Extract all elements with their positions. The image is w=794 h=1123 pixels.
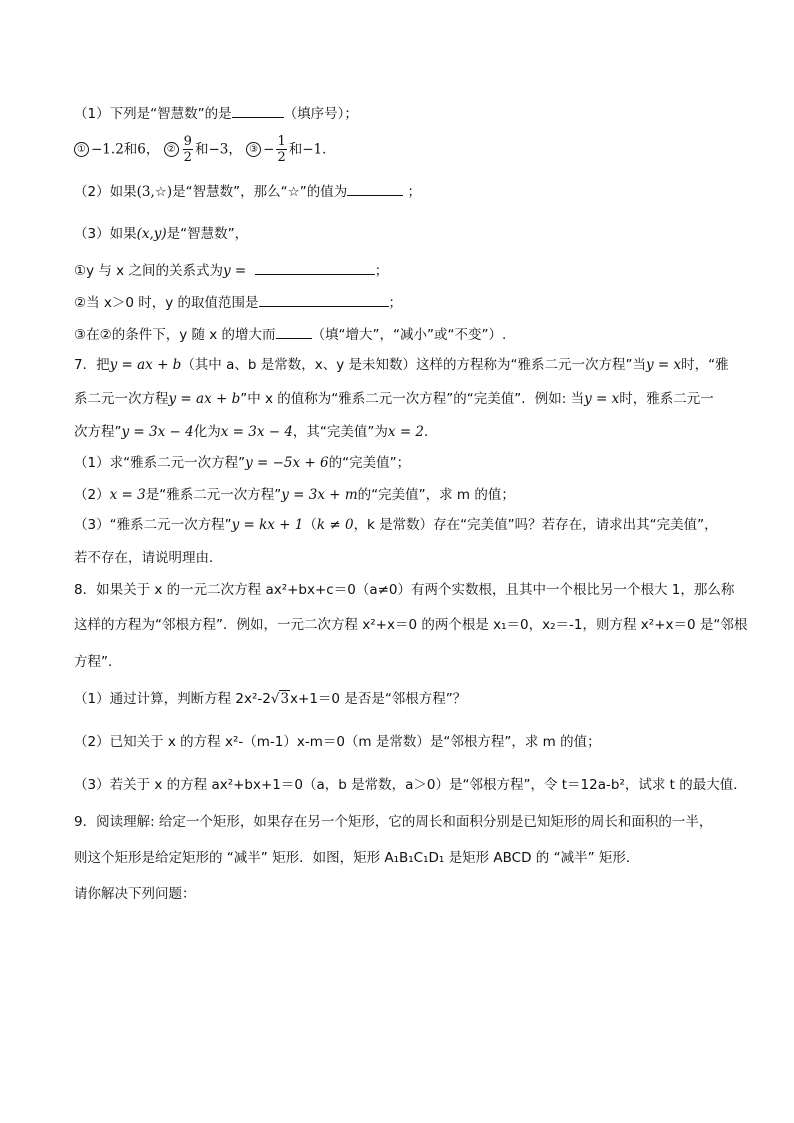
q7-line2 — [74, 389, 734, 409]
option-1-value: −1.2和6， — [91, 141, 160, 158]
q7-sub3-text: （3）“雅系二元一次方程” — [74, 517, 232, 533]
q7-sub3-text: （ — [303, 517, 317, 533]
condition: k ≠ 0 — [316, 517, 354, 533]
q8-sub1-text: （1）通过计算，判断方程 2x²-2 — [74, 691, 271, 707]
circled-number-3: ③ — [246, 142, 261, 157]
circled-number-1: ① — [74, 142, 89, 157]
q6-part3-ii-text: ②当 x＞0 时，y 的取值范围是 — [74, 295, 259, 311]
answer-blank — [259, 292, 389, 307]
equation: y = −5x + 6 — [245, 455, 329, 471]
q8-sub1-text: x+1＝0 是否是“邻根方程”？ — [290, 691, 467, 707]
q7-sub3 — [74, 515, 734, 535]
q6-part2 — [74, 181, 734, 202]
equation: x = 3 — [109, 487, 146, 503]
q7-sub3-text: ，k 是常数）存在“完美值”吗？若存在，请求出其“完美值”， — [353, 517, 718, 533]
sqrt-3: √3 — [270, 691, 290, 707]
fraction-9-over-2: $\frac{9}{2}$ — [183, 134, 192, 165]
q7-text: ”中 x 的值称为“雅系二元一次方程”的“完美值”．例如: 当 — [240, 391, 585, 407]
equation: y = ax + b — [109, 357, 182, 373]
q9-text: 请你解决下列问题： — [74, 886, 196, 902]
circled-number-2: ② — [164, 142, 179, 157]
equation: y = ax + b — [168, 391, 241, 407]
option-3-value: 和−1． — [288, 141, 336, 158]
equation: x = 2 — [387, 424, 425, 440]
q9-text: 9．阅读理解: 给定一个矩形，如果存在另一个矩形，它的周长和面积分别是已知矩形的周长和面积的一半， — [74, 814, 713, 830]
q7-text: （其中 a、b 是常数，x、y 是未知数）这样的方程称为“雅系二元一次方程”当 — [181, 357, 646, 373]
q7-text: 时，雅系二元一 — [619, 391, 714, 407]
q7-line3 — [74, 422, 734, 442]
equation: y = 3x + m — [281, 487, 358, 503]
equation-y: y = — [222, 263, 247, 279]
q8-sub1 — [74, 689, 734, 709]
pair-x-y: (x,y) — [136, 226, 167, 242]
equation: y = x — [584, 391, 620, 407]
answer-blank — [276, 324, 312, 339]
q6-part3-i — [74, 260, 734, 281]
q7-sub2-text: 是“雅系二元一次方程” — [145, 487, 282, 503]
answer-blank — [347, 181, 403, 196]
q9-line1 — [74, 812, 734, 832]
q8-line1 — [74, 580, 734, 600]
q7-text: 系二元一次方程 — [74, 391, 169, 407]
q6-part1 — [74, 103, 734, 124]
q7-sub2-text: （2） — [74, 487, 110, 503]
equation: y = x — [646, 357, 682, 373]
q8-text: 8．如果关于 x 的一元二次方程 ax²+bx+c＝0（a≠0）有两个实数根，且其中一个根比另一个根大 1，那么称 — [74, 582, 735, 598]
q7-line1 — [74, 355, 734, 375]
q9-text: 则这个矩形是给定矩形的 “减半” 矩形．如图，矩形 A₁B₁C₁D₁ 是矩形 ABCD 的 “减半” 矩形． — [74, 850, 640, 866]
q6-part3-i-end: ； — [374, 263, 389, 279]
equation: y = 3x − 4 — [121, 424, 194, 440]
q8-sub2-text: （2）已知关于 x 的方程 x²-（m-1）x-m＝0（m 是常数）是“邻根方程”，求 m 的值； — [74, 734, 601, 750]
equation: x = 3x − 4 — [220, 424, 293, 440]
q9-line2 — [74, 848, 734, 868]
answer-blank — [232, 103, 284, 118]
q6-part3-i-text: ①y 与 x 之间的关系式为 — [74, 263, 223, 279]
q6-part2-text-b: 是“智慧数”，那么“☆”的值为 — [172, 184, 348, 200]
minus-sign: − — [263, 141, 275, 158]
q6-part1-hint: （填序号）； — [283, 106, 358, 122]
q6-part3-iii-hint: （填“增大”，“减小”或“不变”）. — [311, 327, 507, 343]
q6-options — [74, 134, 734, 165]
q6-part3-text: （3）如果 — [74, 226, 137, 242]
q7-text: ． — [424, 424, 438, 440]
q7-text: ，其“完美值”为 — [292, 424, 388, 440]
q7-sub3-cont — [74, 548, 734, 568]
q8-line2 — [74, 615, 748, 635]
q7-sub2 — [74, 485, 734, 505]
q8-text: 方程”． — [74, 654, 122, 670]
q8-line3 — [74, 652, 734, 672]
q8-sub2 — [74, 732, 734, 752]
q7-sub3-text: 若不存在，请说明理由． — [74, 550, 223, 566]
pair-3-star: (3,☆) — [136, 184, 173, 200]
q7-text: 化为 — [193, 424, 221, 440]
q8-sub3-text: （3）若关于 x 的方程 ax²+bx+1＝0（a，b 是常数，a＞0）是“邻根方程”，令 t＝12a-b²，试求 t 的最大值． — [74, 777, 747, 793]
q6-part3 — [74, 224, 734, 244]
equation: y = kx + 1 — [231, 517, 304, 533]
q6-part2-text: （2）如果 — [74, 184, 137, 200]
q6-part3-iii-text: ③在②的条件下，y 随 x 的增大而 — [74, 327, 276, 343]
q6-part3-ii-end: ； — [388, 295, 403, 311]
fraction-1-over-2: $\frac{1}{2}$ — [277, 134, 286, 165]
q6-part3-iii — [74, 324, 734, 345]
option-2-value: 和−3， — [194, 141, 242, 158]
q7-number: 7．把 — [74, 357, 110, 373]
q7-sub1-text: 的“完美值”； — [328, 455, 411, 471]
q6-part3-text-b: 是“智慧数”， — [166, 226, 249, 242]
q7-text: 次方程” — [74, 424, 122, 440]
answer-blank — [255, 260, 375, 275]
q9-line3 — [74, 884, 734, 904]
q8-text: 这样的方程为“邻根方程”．例如，一元二次方程 x²+x＝0 的两个根是 x₁＝0，x₂＝-1，则方程 x²+x＝0 是“邻根 — [74, 617, 748, 633]
q7-sub1 — [74, 453, 734, 473]
q6-part2-end: ； — [407, 184, 421, 200]
q7-sub1-text: （1）求“雅系二元一次方程” — [74, 455, 246, 471]
q8-sub3 — [74, 775, 747, 795]
q6-part1-text: （1）下列是“智慧数”的是 — [74, 106, 232, 122]
q7-text: 时，“雅 — [681, 357, 729, 373]
q7-sub2-text: 的“完美值”，求 m 的值； — [357, 487, 515, 503]
q6-part3-ii — [74, 292, 734, 313]
